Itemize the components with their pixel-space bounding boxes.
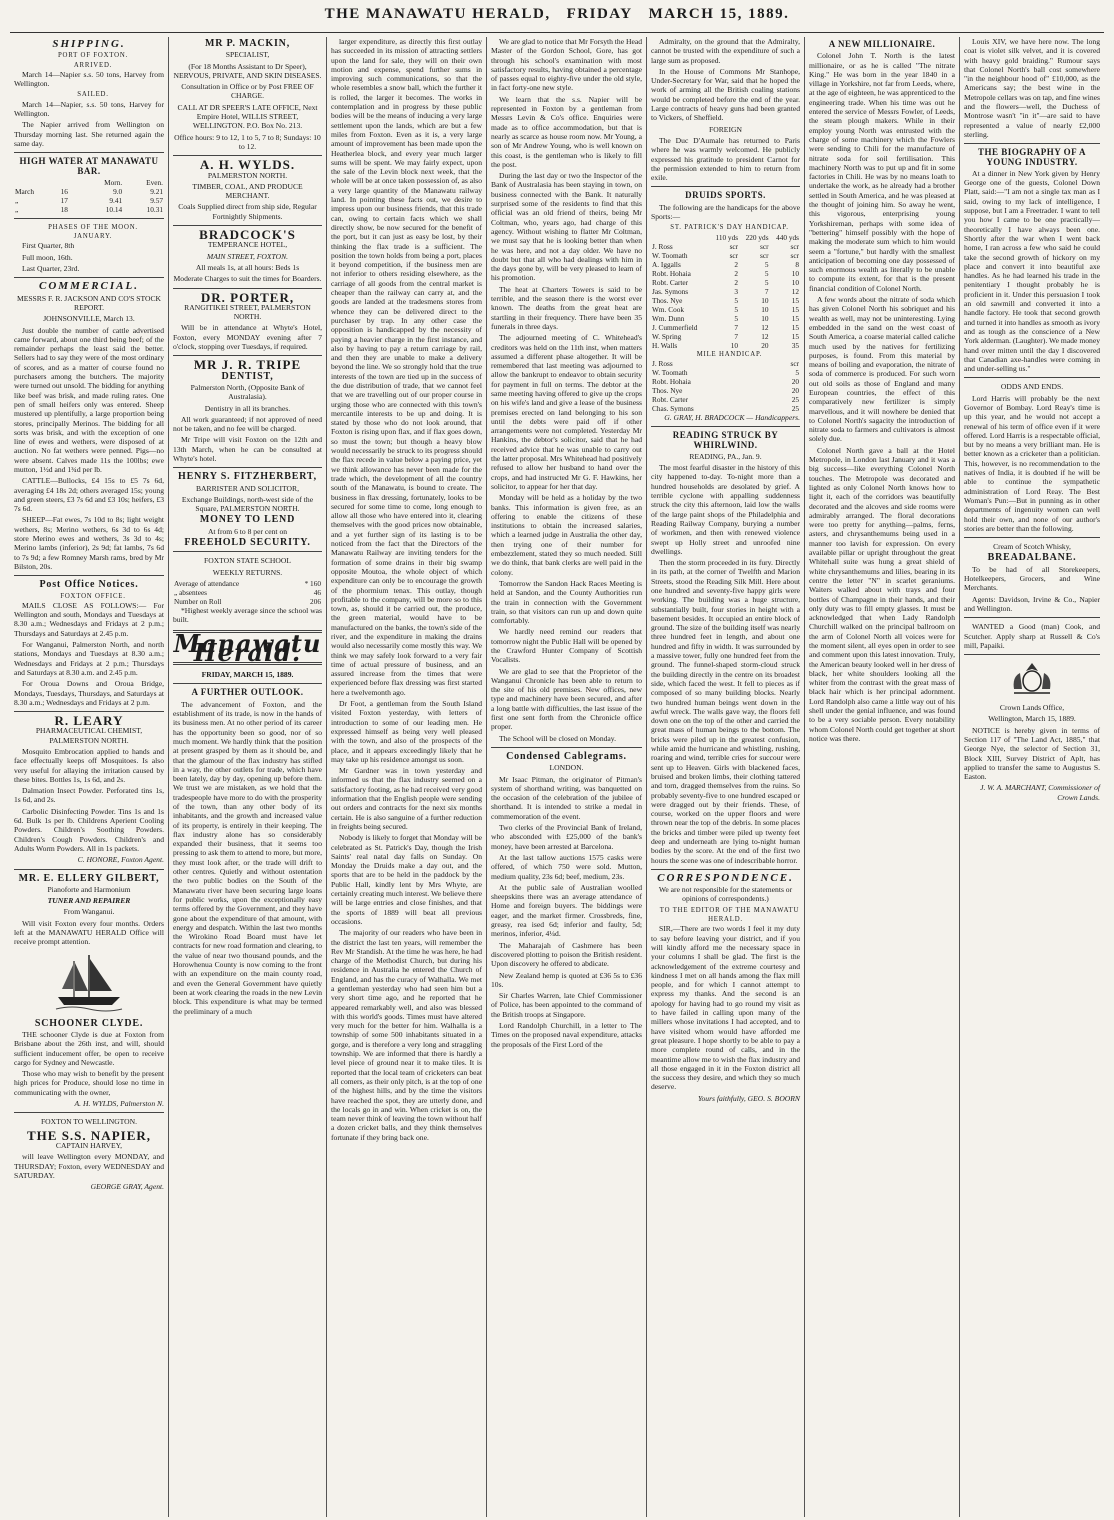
moon-line: Last Quarter, 23rd. — [22, 264, 80, 274]
commercial-sub: MESSRS F. R. JACKSON AND CO'S STOCK REPORT. — [16, 293, 162, 312]
bio-title: THE BIOGRAPHY OF A YOUNG INDUSTRY. — [977, 147, 1087, 167]
post-office-text: MAILS CLOSE AS FOLLOWS:— For Wellington and south, Mondays and Tuesdays at 8.30 a.m.; Wednesdays and Fridays at 2 p.m.; Thursdays and Saturdays at 2.45 p.m. — [14, 600, 164, 638]
table-row: Number on Roll 206 — [174, 596, 321, 606]
lead-text: The advancement of Foxton, and the establishment of its trade, is now in the hands of its business men. At no other period of its career has the opportunity been so good, nor of so much moment. We hardly think that the position at present grasped by them as it should be, and that the glamour of the flax industry has stifled in a way, the other outlets for trade, which have been lately, day by day, opening up before them. We trust we are mistaken, as we hold that the tradespeople have more to do with the prosperity of the town, than any other body of its inhabitants, and the growth and increased value of its property, is entirely in their keeping. The flax industry alone has so considerably expanded their business, that it seems too pressing to ask them to attend to more, but more, they must look after, or the trade will drift to other centres. Quietly and without ostentation the two public bodies on the South of the Manawatu river have been securing large loans for public works, upon the exceptionally easy terms offered by the Government, and they have gone about the expenditure of that amount, with energy and despatch. Within the last two months the Wirokino Road Board must have let contracts for new road formation and clearing, to the value of near two thousand pounds, and the Horowhenua County is now coming to the front with an expenditure on the main county road, and even the General Government have quietly been at work clearing the roads in the new Levin block. This expenditure is what may be termed the preliminary of a much — [173, 699, 322, 1016]
table-row: Robt. Hohaia 2 5 10 — [652, 268, 799, 278]
whirl-title: READING STRUCK BY WHIRLWIND. — [672, 430, 779, 450]
tripe-name: MR J. R. TRIPE — [193, 357, 302, 373]
napier-note: The Napier arrived from Wellington on Thursday morning last. She returned again the same day. — [14, 120, 164, 148]
wanted-text: WANTED a Good (man) Cook, and Scutcher. Apply sharp at Russell & Co's mill, Papaiki. — [964, 622, 1100, 650]
clyde-text: THE schooner Clyde is due at Foxton from Brisbane about the 26th inst, and will, should sufficient inducement offer, be open to receive cargo for Sydney and Newcastle. — [14, 1029, 164, 1067]
table-row: A. Iggalls 2 5 8 — [652, 259, 799, 269]
table-row: Jas. Symons 3 7 12 — [652, 286, 799, 296]
commercial-cattle: CATTLE—Bullocks, £4 15s to £5 7s 6d, averaging £4 18s 2d; others averaged 15s; young and green steers, £3 7s 6d and £3 10s; heifers, £3 7s 6d. — [14, 476, 164, 514]
bradcock-text: Moderate Charges to suit the times for Boarders. — [173, 274, 322, 284]
arrived-text: March 14—Napier s.s. 50 tons, Harvey from Wellington. — [14, 69, 164, 89]
article-text: We hardly need remind our readers that tomorrow night the Public Hall will be opened by the Crawford Hunter Company of Scottish Vocalists. — [491, 627, 643, 665]
moon-line: First Quarter, 8th — [22, 241, 75, 251]
handicappers: G. GRAY, H. BRADCOCK — Handicappers. — [664, 412, 800, 422]
article-text: Colonel North gave a ball at the Hotel Metropole, in London last January and it was a big success—like everything Colonel North touches. The Metropole was decorated and lighted as only Colonel North knows how to light it, each of the corridors was beautifully decorated and the alcoves and side rooms were admirably arranged. The floral decorations were too pretty for anything—palms, ferns, asters, and chrysanthemums being used in a manner too lavish for expression. On every available pillar or upright throughout the great Whitehall suite was hung a great shield of white chrysanthemums and lilies, bearing in its centre the letter "N" in scarlet geraniums. Waiters walked about with trays and four bottles of Champagne in their hands, and their only duty was to fill empty glasses. It must be acknowledged that when Lady Randolph Churchill walked on the principal ballroom on the arm of Colonel North all voices were for the moment silent, all eyes open in order to see and comment upon this latest innovation. Truly, the American beauty looked well in her dress of black, her white shoulders looking all the whiter from the contrast with the great mass of black hair which is her principal adornment. Lord Randolph also came a little way out of his shell under the genial influence, and was found to be a very sociable person. Every notability whom Colonel North could get together at short notice was there. — [809, 445, 955, 743]
moon-title: PHASES OF THE MOON. — [48, 223, 138, 231]
article-text: The most fearful disaster in the history of this city happened to-day. To-night more than a hundred households are desolated by grief. A terrible cyclone with appalling suddenness struck the city this afternoon, laid low the walls of the large paint shops of the Philadelphia and Reading Railway Company, burying a number of workmen, and then with renewed violence swept up Holly street and unroofed nine dwellings. — [651, 463, 800, 556]
honore-sig: C. HONORE, Foxton Agent. — [77, 855, 164, 865]
commercial-place: JOHNSONVILLE, March 13. — [43, 314, 135, 324]
ship-icon — [54, 951, 124, 1015]
table-row: Robt. Carter 25 — [652, 394, 799, 404]
article-text: The Duc D'Aumale has returned to Paris where he was warmly welcomed. He publicly expressed his gratitude to president Carnot for the permission extended to him to return from exile. — [651, 135, 800, 183]
arrived-label: ARRIVED. — [73, 61, 113, 69]
masthead-date: MARCH 15, 1889. — [648, 6, 790, 22]
column-6 — [804, 37, 959, 1517]
gilbert-from: From Wanganui. — [63, 907, 115, 917]
masthead-day: FRIDAY — [566, 6, 633, 22]
sailed-label: SAILED. — [77, 91, 109, 99]
article-text: Monday will be held as a holiday by the two banks. This information is given free, as an offering to enable the citizens of these institutions to obtain the increased salaries, which a learned judge in Australia the other day, then trying one of their number for embezzlement, stated they so much needed. Still we do think, that bank clerks are well paid in the colony. — [491, 493, 642, 577]
column-4 — [486, 37, 646, 1517]
whirl-dateline: READING, PA., Jan. 9. — [689, 451, 762, 461]
cable-text: Mr Isaac Pitman, the originator of Pitman's system of shorthand writing, was banquetted on the occasion of the celebration of the jubilee of shorthand. It is intended to strike a medal in commemoration of the event. — [491, 774, 642, 821]
crown-title: Crown Lands Office, — [999, 703, 1065, 713]
school-sub: WEEKLY RETURNS. — [212, 567, 283, 577]
article-text: The adjourned meeting of C. Whitehead's creditors was held on the 11th inst, when matters assumed a different phase altogether. It will be remembered that last meeting was adjourned to allow the bankrupt to endeavor to obtain security for payment in full on terms. The debtor at the same meeting having offered to give up the crops on his wife's land and give a lease of the business premises erected on land belonging to his son until the debts were paid off if other arrangements were not completed. Yesterday Mr Hankins, the debtor's solicitor, said that he had received advice that he was unable to carry out the latter proposal. Mrs Whitehead had positively refused to allow her husband to hand over the crops, and had instructed Mr G. F. Hawkins, her solicitor, to appear for her that day. — [491, 333, 642, 491]
crown-sig: J. W. A. MARCHANT, Commissioner of Crown Lands. — [980, 783, 1100, 802]
clyde-sig: A. H. WYLDS, Palmerston N. — [74, 1099, 164, 1109]
porter-name: DR. PORTER, — [200, 289, 295, 305]
cable-text: At the public sale of Australian woolled sheepskins there was an average attendance of Home and foreign buyers. The biddings were eager, and the market firmer. Crossbreds, fine, greasy, rea ised 6d; inferior and faulty, 5d; merinos, inferior, 4¼d. — [491, 882, 642, 939]
paper-title: Manawatu Herald. — [173, 628, 322, 667]
cable-text: The Maharajah of Cashmere has been discovered plotting to poison the British resident. Upon discovery he offered to abdicate. — [491, 940, 642, 969]
druids-intro: The following are the handicaps for the above Sports:— — [651, 202, 800, 222]
post-office-sub: FOXTON OFFICE. — [60, 592, 126, 600]
tripe-sub: DENTIST, — [221, 370, 274, 382]
article-text: Admiralty, on the ground that the Admiralty, cannot be trusted with the expenditure of such a large sum as proposed. — [651, 37, 800, 65]
paper-date: FRIDAY, MARCH 15, 1889. — [201, 670, 294, 680]
napier-title: FOXTON TO WELLINGTON. — [40, 1117, 138, 1127]
wylds-trade: TIMBER, COAL, AND PRODUCE MERCHANT. — [192, 181, 303, 201]
port-label: PORT OF FOXTON. — [57, 52, 129, 60]
article-text: Tomorrow the Sandon Hack Races Meeting is held at Sandon, and the County Authorities run the train in connection with the Government train, so that visitors can run up and down quite comfortably. — [491, 578, 642, 626]
table-row: Wm. Cook 5 10 15 — [652, 304, 799, 314]
table-row: Wm. Dunn 5 10 15 — [652, 313, 799, 323]
corr-to: TO THE EDITOR OF THE MANAWATU HERALD. — [659, 906, 800, 924]
post-office-text: For Wanganui, Palmerston North, and north stations, Mondays and Tuesdays at 8.30 a.m.; Wednesdays and Fridays at 2 p.m.; Thursdays and Saturdays at 8.30 a.m. and 2.45 p.m. — [14, 640, 164, 677]
lead-title: A FURTHER OUTLOOK. — [191, 687, 304, 698]
napier-sig: GEORGE GRAY, Agent. — [90, 1182, 164, 1192]
table-row: W. Toomath 5 — [652, 367, 799, 377]
article-text: Colonel John T. North is the latest millionaire, or as he is called "The nitrate King." He was born in the year 1840 in a village in Yorkshire, not far from Leeds, where, at the age of eighteen, he was apprenticed to the engineering trade. When his time was out he entered the service of Messrs Fowler, of Leeds, the steam plough makers. While in their employ young North was entrusted with the charge of some machinery which the Fowlers were sending to Chili for the manufacture of nitrate soda for soil fertilisation. This machinery North was to put up and fit in some factories in Chili. He was by no means loath to undertake the work, as he already had a brother settled in South America, and he was pleased at the thought of joining him. So away he went, this vigorous, enterprising young Yorkshireman, perhaps with some idea of "bettering" himself possibly with the hope of making the moderate sum which to him would seem a "fortune," but hardly with the smallest anticipation of becoming one day possessed of such enormous wealth as literally to be unable to compute its extent, for that is the present financial condition of Colonel North. — [809, 51, 955, 293]
column-7 — [959, 37, 1104, 1517]
table-row: W. Spring 7 12 15 — [652, 331, 799, 341]
leary-text: Carbolic Disinfecting Powder. Tins 1s and 1s 6d. Bulk 1s per lb. Childrens Aperient Cooling Powders. Children's Soothing Powders. Children's Cough Powders. Children's and Adults Worm Powders. All in 1s packets. — [14, 806, 164, 853]
wylds-place: PALMERSTON NORTH. — [207, 170, 288, 180]
wylds-name: A. H. WYLDS. — [199, 157, 296, 173]
gilbert-sub: Pianoforte and Harmonium — [47, 884, 131, 894]
napier-text: will leave Wellington every MONDAY, and THURSDAY; Foxton, every WEDNESDAY and SATURDAY. — [14, 1152, 164, 1180]
royal-crest-icon — [1008, 659, 1056, 699]
article-text: SIR,—There are two words I feel it my duty to say before leaving your district, and if you will kindly afford me the necessary space in your columns I shall be glad. The first is the acknowledgement of the extreme courtesy and kindness I met on all hands among the flax mill people, and for which I cannot attempt to express my thanks. And the second is an apology for having had to go round my visit as to have failed in calling upon many of the millers whose invitations I had accepted, and to have visited whom would have afforded me great pleasure. I hope shortly to be able to pay a more complete round of calls, and in the meantime allow me to wish the flax industry and all those engaged in it in the Foxton district all the success they desire, and which they so much deserve. — [651, 924, 800, 1092]
article-text: Louis XIV, we have here now. The long coat is violet silk velvet, and it is covered with heavy gold braiding." Rumour says that Colonel North's ball cost somewhere "in the neighbour hood of" £10,000, as the Americans say; the best wine in the Metropole cellars was on tap, and fine wines and the flowers—well, the Duchess of Montrose wasn't "in it"—are said to have represented a value of nearly £2,000 sterling. — [964, 37, 1100, 139]
bradcock-addr: MAIN STREET, FOXTON. — [206, 251, 289, 261]
table-row: „ absentees 46 — [174, 587, 321, 597]
tripe-text: Mr Tripe will visit Foxton on the 12th and 13th March, when he can be consulted at Whyte's hotel. — [173, 435, 322, 463]
commercial-title: COMMERCIAL. — [39, 280, 139, 293]
table-row: Thos. Nye 5 10 15 — [652, 295, 799, 305]
corr-title: CORRESPONDENCE. — [657, 871, 794, 884]
wylds-text: Coals Supplied direct from ship side, Regular Fortnightly Shipments. — [178, 202, 317, 221]
leary-text: Dalmation Insect Powder. Perforated tins 1s, 1s 6d, and 2s. — [14, 786, 164, 805]
bread-agents: Agents: Davidson, Irvine & Co., Napier and Wellington. — [964, 594, 1100, 613]
cable-text: At the last tallow auctions 1575 casks were offered, of which 750 were sold. Mutton, medium quality, 23s 6d; beef, medium, 23s. — [491, 852, 642, 881]
table-row: Chas. Symons 25 — [652, 403, 799, 413]
mackin-consult: Consultation in Office or by Post FREE OF CHARGE. — [181, 82, 314, 101]
druids-sub: ST. PATRICK'S DAY HANDICAP. — [670, 224, 789, 232]
column-5 — [646, 37, 804, 1517]
school-title: FOXTON STATE SCHOOL — [203, 556, 291, 566]
napier-name: THE S.S. NAPIER, — [27, 1127, 151, 1143]
druids-title: DRUIDS SPORTS. — [685, 190, 766, 201]
article-text: A few words about the nitrate of soda which has given Colonel North his sobriquet and his wealth as well, may not be uninteresting. Lying embedded in the sand on the west coast of South America, a coarse material called caliche much used by the natives for fertilizing purposes, is found. From this material by means of boiling and evaporation, the nitrate of soda of commerce is produced. For such worn out old soils as those of England and many European countries, the effect of this comparatively new fertilizer is simply marvellous, and it will nowhere be denied that to Colonel North's sagacity the introduction of nitrate soda to farmers and cultivators is almost solely due. — [809, 295, 955, 444]
school-table — [173, 579, 322, 606]
breadalbane-title: BREADALBANE. — [987, 552, 1077, 564]
high-water-title: HIGH WATER AT MANAWATU BAR. — [19, 156, 159, 176]
table-row: March 16 9.0 9.21 — [15, 186, 163, 196]
article-text: Dr Foot, a gentleman from the South Island visited Foxton yesterday, with letters of introduction to some of our leading men. He expressed himself as being very well pleased with the town, and also of the prospects of the place, and it appears exceedingly likely that he may take up his residence amongst us soon. — [331, 699, 482, 764]
table-row: Robt. Carter 2 5 10 — [652, 277, 799, 287]
cream-line: Cream of Scotch Whisky, — [993, 542, 1071, 552]
bradcock-sub: TEMPERANCE HOTEL, — [207, 240, 288, 250]
clyde-title: SCHOONER CLYDE. — [34, 1017, 144, 1029]
gilbert-sub2: TUNER AND REPAIRER — [47, 896, 131, 906]
millionaire-title: A NEW MILLIONAIRE. — [828, 39, 936, 49]
post-office-text: For Oroua Downs and Oroua Bridge, Mondays, Tuesdays, Thursdays, and Saturdays at 8.30 a.m.; Wednesdays and Fridays at 2 p.m. — [14, 679, 164, 707]
school-note: *Highest weekly average since the school was built. — [173, 605, 322, 625]
corr-sig: Yours faithfully, GEO. S. BOORN — [697, 1093, 800, 1103]
moon-line: Full moon, 16th. — [22, 252, 73, 262]
bread-text: To be had of all Storekeepers, Hotelkeepers, Grocers, and Wine Merchants. — [964, 564, 1100, 593]
clyde-text: Those who may wish to benefit by the present high prices for Produce, should lose no time in communicating with the owner, — [14, 1069, 164, 1097]
cable-text: Lord Randolph Churchill, in a letter to The Times on the proposed naval expenditure, attacks the proposals of the First Lord of the — [491, 1020, 642, 1049]
high-water-table — [14, 178, 164, 214]
leary-name: R. LEARY — [54, 713, 124, 729]
article-text: The majority of our readers who have been in the district the last ten years, will remember the Rev Mr Standish. At the time he was here, he had charge of the Methodist Church, but during his residence in Australia he entered the Church of England, and has the curacy of Walhalla. We met a gentleman yesterday who had seen him but a very short time ago, and he reported that he appeared remarkably well, and also was blessed with this world's goods. Times must have altered very much for the better for him. Walhalla is a township of some 500 inhabitants situated in a gorge, and is therefore a very long and straggling township. We are informed that there is hardly a level piece of ground near it to make tiles. It is reported that the local team of cricketers can beat all comers, as their only pitch, is at the top of one of the highest hills, and by the time the visitors have reached the spot, they are utterly done, and the locals go in and win. When cricket is on, the team never think of leaving the town without half a dozen cricket balls, and they think themselves fortunate if they bring back one. — [331, 928, 482, 1142]
mackin-hours: Office hours: 9 to 12, 1 to 5, 7 to 8; Sundays: 10 to 12. — [174, 132, 321, 151]
table-row: W. Toomath scr scr scr — [652, 250, 799, 260]
fitz-addr: Exchange Buildings, north-west side of the Square, PALMERSTON NORTH. — [181, 494, 314, 514]
crown-text: NOTICE is hereby given in terms of Section 117 of "The Land Act, 1885," that George Nye, the selector of Section 31, Block XIII, Survey District of Aplt, has applied to transfer the same to Augustus S. Easton. — [964, 725, 1100, 782]
article-text: At a dinner in New York given by Henry George one of the guests, Colonel Down Platt, said:—"I am not a single tax man as I said, owing to my lack of intelligence, I suppose, but I am a Freetrader. I want to tell you how I came to be one practically—theoretically I have always been one. Shortly after the war when I went back home, I ran across a few who said he could take the second growth of hickory on my place and convert it into beautiful axe handles. As he had learned his trade in the penitentiary I thought probably he is proficient in it. Under this persuasion I took an old sawmill and converted it into a handle factory. He took that second growth and turned it into handles as smooth as ivory and as tough as the conscience of a New York alderman. (Laughter). We made money hand over mitten until the day I discovered that Canadian axe-handles were coming in and under-selling us." — [964, 168, 1100, 374]
fitz-rate: At from 6 to 8 per cent on — [207, 526, 288, 536]
moon-month: JANUARY. — [73, 233, 113, 241]
commercial-sheep: SHEEP—Fat ewes, 7s 10d to 8s; light weight wethers, 8s; Merino wethers, 6s 3d to 6s 4d; store Merino ewes and wethers, 3s 3d to 4s; Merino lambs (inferior), 2s 9d; fat lambs, 7s 6d to 7s 9d; a few Romney Marsh rams, bred by Mr Bilston, 20s. — [14, 515, 164, 571]
table-row: „ 18 10.14 10.31 — [15, 204, 163, 214]
article-text: During the last day or two the Inspector of the Bank of Australasia has been staying in town, on business connected with the Bank. It naturally surprised some of the residents to find that this official was an old friend of theirs, being Mr Coltman, who, years ago, had charge of this agency. Without wishing to flatter Mr Coltman, we must say that he is looking better than when he was here, and not a day older. We have no doubt but that all who had dealings with him in the days gone by, will be very pleased to learn of his promotion. — [491, 171, 642, 283]
cable-place: LONDON. — [549, 763, 584, 773]
napier-captain: CAPTAIN HARVEY, — [55, 1140, 123, 1150]
article-text: Nobody is likely to forget that Monday will be celebrated as St. Patrick's Day, though the Irish Saints' real natal day falls on Sunday. On Monday the Druids make a day out, and the sports that are to be held in the paddock by the Public Hall, kindly lent by Mrs Whyte, are certainly creating much interest. We believe there will be large entries and close finishes, and that the sports of 1889 will beat all previous occasions. — [331, 833, 482, 926]
column-2 — [168, 37, 326, 1517]
tripe-text: All work guaranteed; if not approved of need not be taken, and no fee will be charged. — [173, 414, 322, 434]
table-row: Robt. Hohaia 20 — [652, 376, 799, 386]
porter-addr: RANGITIKEI STREET, PALMERSTON NORTH. — [184, 302, 311, 322]
article-text: Lord Harris will probably be the next Governor of Bombay. Lord Reay's time is up this year, and he would not accept a renewal of his term of office even if it were offered. Lord Harris is a respectable official, but by no means a very brilliant man. He is better known as a cricketer than a politician. This, however, is no recommendation to the natives of India, it is doubted if he will be able to continue the sympathetic administration of Lord Reay. The Best Woman's Pun:—But in punning as in other departments of ingenuity women can well hold their own, and none of our author's stories are better than the following. — [964, 393, 1100, 533]
cable-title: Condensed Cablegrams. — [506, 750, 627, 762]
article-text: Mr Gardner was in town yesterday and informed us that the flax industry seemed on a satisfactory footing, as he had received very good information that the English people were sending out orders and contracts for the next six months certain. He is also sanguine of a further reduction in freights being secured. — [331, 766, 482, 831]
masthead-title: THE MANAWATU HERALD, — [324, 6, 551, 22]
table-row: Average of attendance * 160 — [174, 578, 321, 588]
mile-sub: MILE HANDICAP. — [696, 350, 763, 358]
table-row: „ 17 9.41 9.57 — [15, 195, 163, 205]
post-office-title: Post Office Notices. — [39, 579, 139, 591]
table-row: J. Ross scr scr scr — [652, 241, 799, 251]
corr-note: We are not responsible for the statements or opinions of correspondents.) — [658, 885, 793, 904]
article-text: We are glad to notice that Mr Forsyth the Head Master of the Gordon School, Gore, has got through his school's examination with most satisfactory results, having obtained a percentage of passes equal to eighty-five under the old style, in fact forty-one new style. — [491, 37, 642, 93]
mile-table — [651, 359, 800, 413]
fitz-security: FREEHOLD SECURITY. — [184, 537, 311, 549]
fitz-name: HENRY S. FITZHERBERT, — [178, 471, 317, 483]
gilbert-name: MR. E. ELLERY GILBERT, — [18, 872, 160, 884]
tripe-text: Dentistry in all its branches. — [204, 403, 291, 413]
cable-text: Sir Charles Warren, late Chief Commissioner of Police, has been appointed to the command of the British troops at Singapore. — [491, 991, 642, 1019]
cable-text: Two clerks of the Provincial Bank of Ireland, who absconded with £25,000 of the bank's money, have been arrested at Barcelona. — [491, 823, 642, 851]
bradcock-name: BRADCOCK'S — [199, 227, 296, 243]
bradcock-text: All meals 1s, at all hours: Beds 1s — [195, 262, 300, 272]
column-1 — [10, 37, 168, 1517]
crown-place: Wellington, March 15, 1889. — [988, 714, 1076, 724]
article-text: Then the storm proceeded in its fury. Directly in its path, at the corner of Twelfth and Marion Streets, stood the Reading Silk Mill. Here about one hundred and seventy-five happy girls were working. The building was a huge structure, substantially built, four stories in height with a basement besides. It occupied an entire block of ground. The size of the building itself was nearly three hundred feet in length, and about one hundred and fifty in width. It was surrounded by a massive tower, fully one hundred feet from the ground. The funnel-shaped storm-cloud struck the building directly in the centre on its broadest side, which faced the west. It fell to pieces as if composed of so many building blocks. Nearly two hundred human beings went down in the awful wreck. The walls gave way, the floors fell down one on the top of the other and carried the great mass of human beings to the bottom. The bricks were piled up in the greatest confusion, while amid the hurricane and whistling, rushing, roaring and wind, terrible cries for succour were sent up to Heaven. Girls with blackened faces, bruised and broken limbs, their clothing tattered and torn, dragged themselves from the ruins. So probably seventy-five to one hundred escaped or were dragged out by their friends. These, of course, worked on the upper floors and were thrown near the top of the debris. In some places the bricks and timber were piled up twenty feet deep and underneath are lying to-night human bodies by the score. At the end of the first two hours the scene was one of indescribable horror. — [651, 558, 800, 865]
mackin-sub: SPECIALIST, — [225, 50, 270, 60]
foreign-title: FOREIGN — [709, 124, 742, 134]
article-text: The heat at Charters Towers is said to be terrible, and the season there is the worst ever known. The deaths from the great heat are startling in their frequency. There have been 35 funerals in three days. — [491, 284, 642, 331]
table-row: H. Walls 10 20 35 — [652, 340, 799, 350]
table-row: Thos. Nye 20 — [652, 385, 799, 395]
article-text: The School will be closed on Monday. — [499, 733, 616, 743]
leary-text: Mosquito Embrocation applied to hands and face effectually keeps off Mosquitoes. Is also very useful for allaying the irritation caused by these bites. Bottles 1s, 1s 6d, and 2s. — [14, 747, 164, 784]
column-3 — [326, 37, 486, 1517]
commercial-text: Just double the number of cattle advertised came forward, about one third being beef; of the remainder perhaps the least said the better. Sellers had to say they were of the most ordinary of scores, and as a matter of course found no purchasers among the butchers. The majority were turned out unsold. The bidding for anything like beef was brisk, and made ruling rates. One pen of small heifers only was entered. Sheep mustered up plentifully, a large proportion being stores, principally Merinos. The bidding for all sorts was brisk, and with the exception of one line of ewes and wethers, were disposed of at auction. No fat wethers were penned. Pigs—no were absent. Calves made 11s the 100lbs; ewe mutton, 1½d and 1¾d per lb. — [14, 325, 164, 474]
table-row: J. Cummerfield 7 12 15 — [652, 322, 799, 332]
odds-title: ODDS AND ENDS. — [1000, 382, 1064, 392]
mackin-name: MR P. MACKIN, — [204, 38, 291, 49]
masthead — [10, 6, 1104, 33]
fitz-money: MONEY TO LEND — [199, 514, 296, 526]
article-text: We learn that the s.s. Napier will be represented in Foxton by a gentleman from Messrs Levin & Co's office. Enquiries were made as to office accommodation, but that is nearly as scarce as house room now. Mr Young, a son of Mr Andrew Young, who is well known on this coast, is the gentleman who is likely to fill the post. — [491, 94, 642, 169]
article-text: We are glad to see that the Proprietor of the Wanganui Chronicle has been able to return to the site of his old premises. New offices, new type and machinery have been secured, and after a long battle with difficulties, the last issue of the first one sent forth from the Chronicle office proper. — [491, 666, 642, 732]
sailed-text: March 14—Napier, s.s. 50 tons, Harvey for Wellington. — [14, 99, 164, 119]
table-row: J. Ross scr — [652, 358, 799, 368]
gilbert-text: Will visit Foxton every four months. Orders left at the MANAWATU HERALD Office will receive prompt attention. — [14, 918, 164, 947]
porter-text: Will be in attendance at Whyte's Hotel, Foxton, every MONDAY evening after 7 o'clock, stopping over Tuesdays, if required. — [173, 323, 322, 352]
hw-head-morn: Morn. — [104, 177, 123, 187]
hw-head-even: Even. — [146, 177, 163, 187]
tripe-addr: Palmerston North, (Opposite Bank of Australasia). — [190, 382, 305, 402]
fitz-sub: BARRISTER AND SOLICITOR, — [195, 483, 300, 493]
cable-text: New Zealand hemp is quoted at £36 5s to £36 10s. — [491, 970, 642, 989]
shipping-title: SHIPPING. — [52, 38, 126, 50]
leary-sub: PHARMACEUTICAL CHEMIST, PALMERSTON NORTH. — [35, 726, 143, 745]
druids-table: 110 yds 220 yds 440 yds J. Ross scr scr scr W. Toomath scr scr scr A. Iggalls 2 5 8 Robt. Hohaia 2 5 10 Robt. Carter 2 5 10 Jas. Symons 3 7 12 Thos. Nye 5 10 15 Wm. Cook 5 10 15 Wm. Dunn 5 10 15 J. Cummerfield 7 12 15 W. Spring 7 12 15 H. Walls 10 20 35 — [652, 232, 799, 350]
article-text: larger expenditure, as directly this first outlay has succeeded in its mission of attracting settlers upon the land for sale, they will on their own motion and expense, spend further sums in improving such communications, so that the whole resembles a snow ball, which the further it is rolled, the larger it becomes. The works in contemplation and in progress by these public bodies will be the means of inducing a very large settlement upon the lands, which are but a few miles from Foxton. Even as it is, a very large amount of improvement has been made upon the Heatherlea block, and every year much larger sums will be spent. We may fairly expect, upon the sale of the Levin block next week, that the whole will be at once taken possession of, as also a very large quantity of the Manawatu railway land. In pointing these facts out, we desire to impress upon our business friends, that this trade can, owing to certain facts which we shall directly show, be now secured for the benefit of the port, but it can just as easy be lost, by their thinking the flax trade is a sufficient. The position the town holds from being a port, places it beyond competition, if the business men are not inferior to others residing elsewhere, as the carriage of all goods from the central market is cheaper than the railway can carry at, and the goods are landed at the tradesmens stores from whence they can be delivered direct to the purchaser by trap. In any other case the opposition is handicapped by the necessity of paying a heavier charge in the first instance, and also by having to pay a return carriage by rail, and then they are unable to make a delivery beyond the line. We so strongly hold that the true interests of the town are tied up in the success of the due distribution of trade, that we cannot feel that we are travelling out of our proper course in urging those who are connected with this town's mercantile interests to be up and doing. It is stated by those who do not look around, that Foxton is rising upon flax, and if flax goes down, so must the town; but though a heavy blow would necessarily be struck to its progress should the flax recede in value below a paying price, yet we think allowance has never been made for the trade which, the development of all the country south of the Manawatu, is bound to create. The business in flax dressing, fortunately, looks to be secured for some time to come, long enough to allow all those who have entered into it, clearing themselves with the good prices now obtainable, and a yet further sign of its lasting is to be noticed from the fact that the Directors of the Manawatu Railway are inviting tenders for the formation of some drains in their big swamp opposite Moutoa, the whole object of which expenditure can only be to encourage the growth of the phormium tenax. This outlay, though profitable to the company, will be more so to this town, as, should it be carried out, the produce, the green material, would have to be manufactured on the banks, the town's side of the river, and the expenditure in making the drains would also necessarily come mostly this way. We think we may safely look forward to a very fair time of actual pressure of business, and an assured increase from the times that were experienced before flax dressing was first started here a twelvemonth ago. — [331, 37, 482, 697]
columns — [10, 37, 1104, 1517]
mackin-addr: CALL AT DR SPEER'S LATE OFFICE, Next Empire Hotel, WILLIS STREET, WELLINGTON. P.O. Box No. 213. — [177, 102, 318, 131]
mackin-desc: (For 18 Months Assistant to Dr Speer), NERVOUS, PRIVATE, AND SKIN DISEASES. — [173, 61, 322, 80]
article-text: In the House of Commons Mr Stanhope, Under-Secretary for War, said that he hoped the work of arming all the British coaling stations would be completed before the end of the year. Large contracts of heavy guns had been granted to Vickers, of Sheffield. — [651, 66, 800, 123]
